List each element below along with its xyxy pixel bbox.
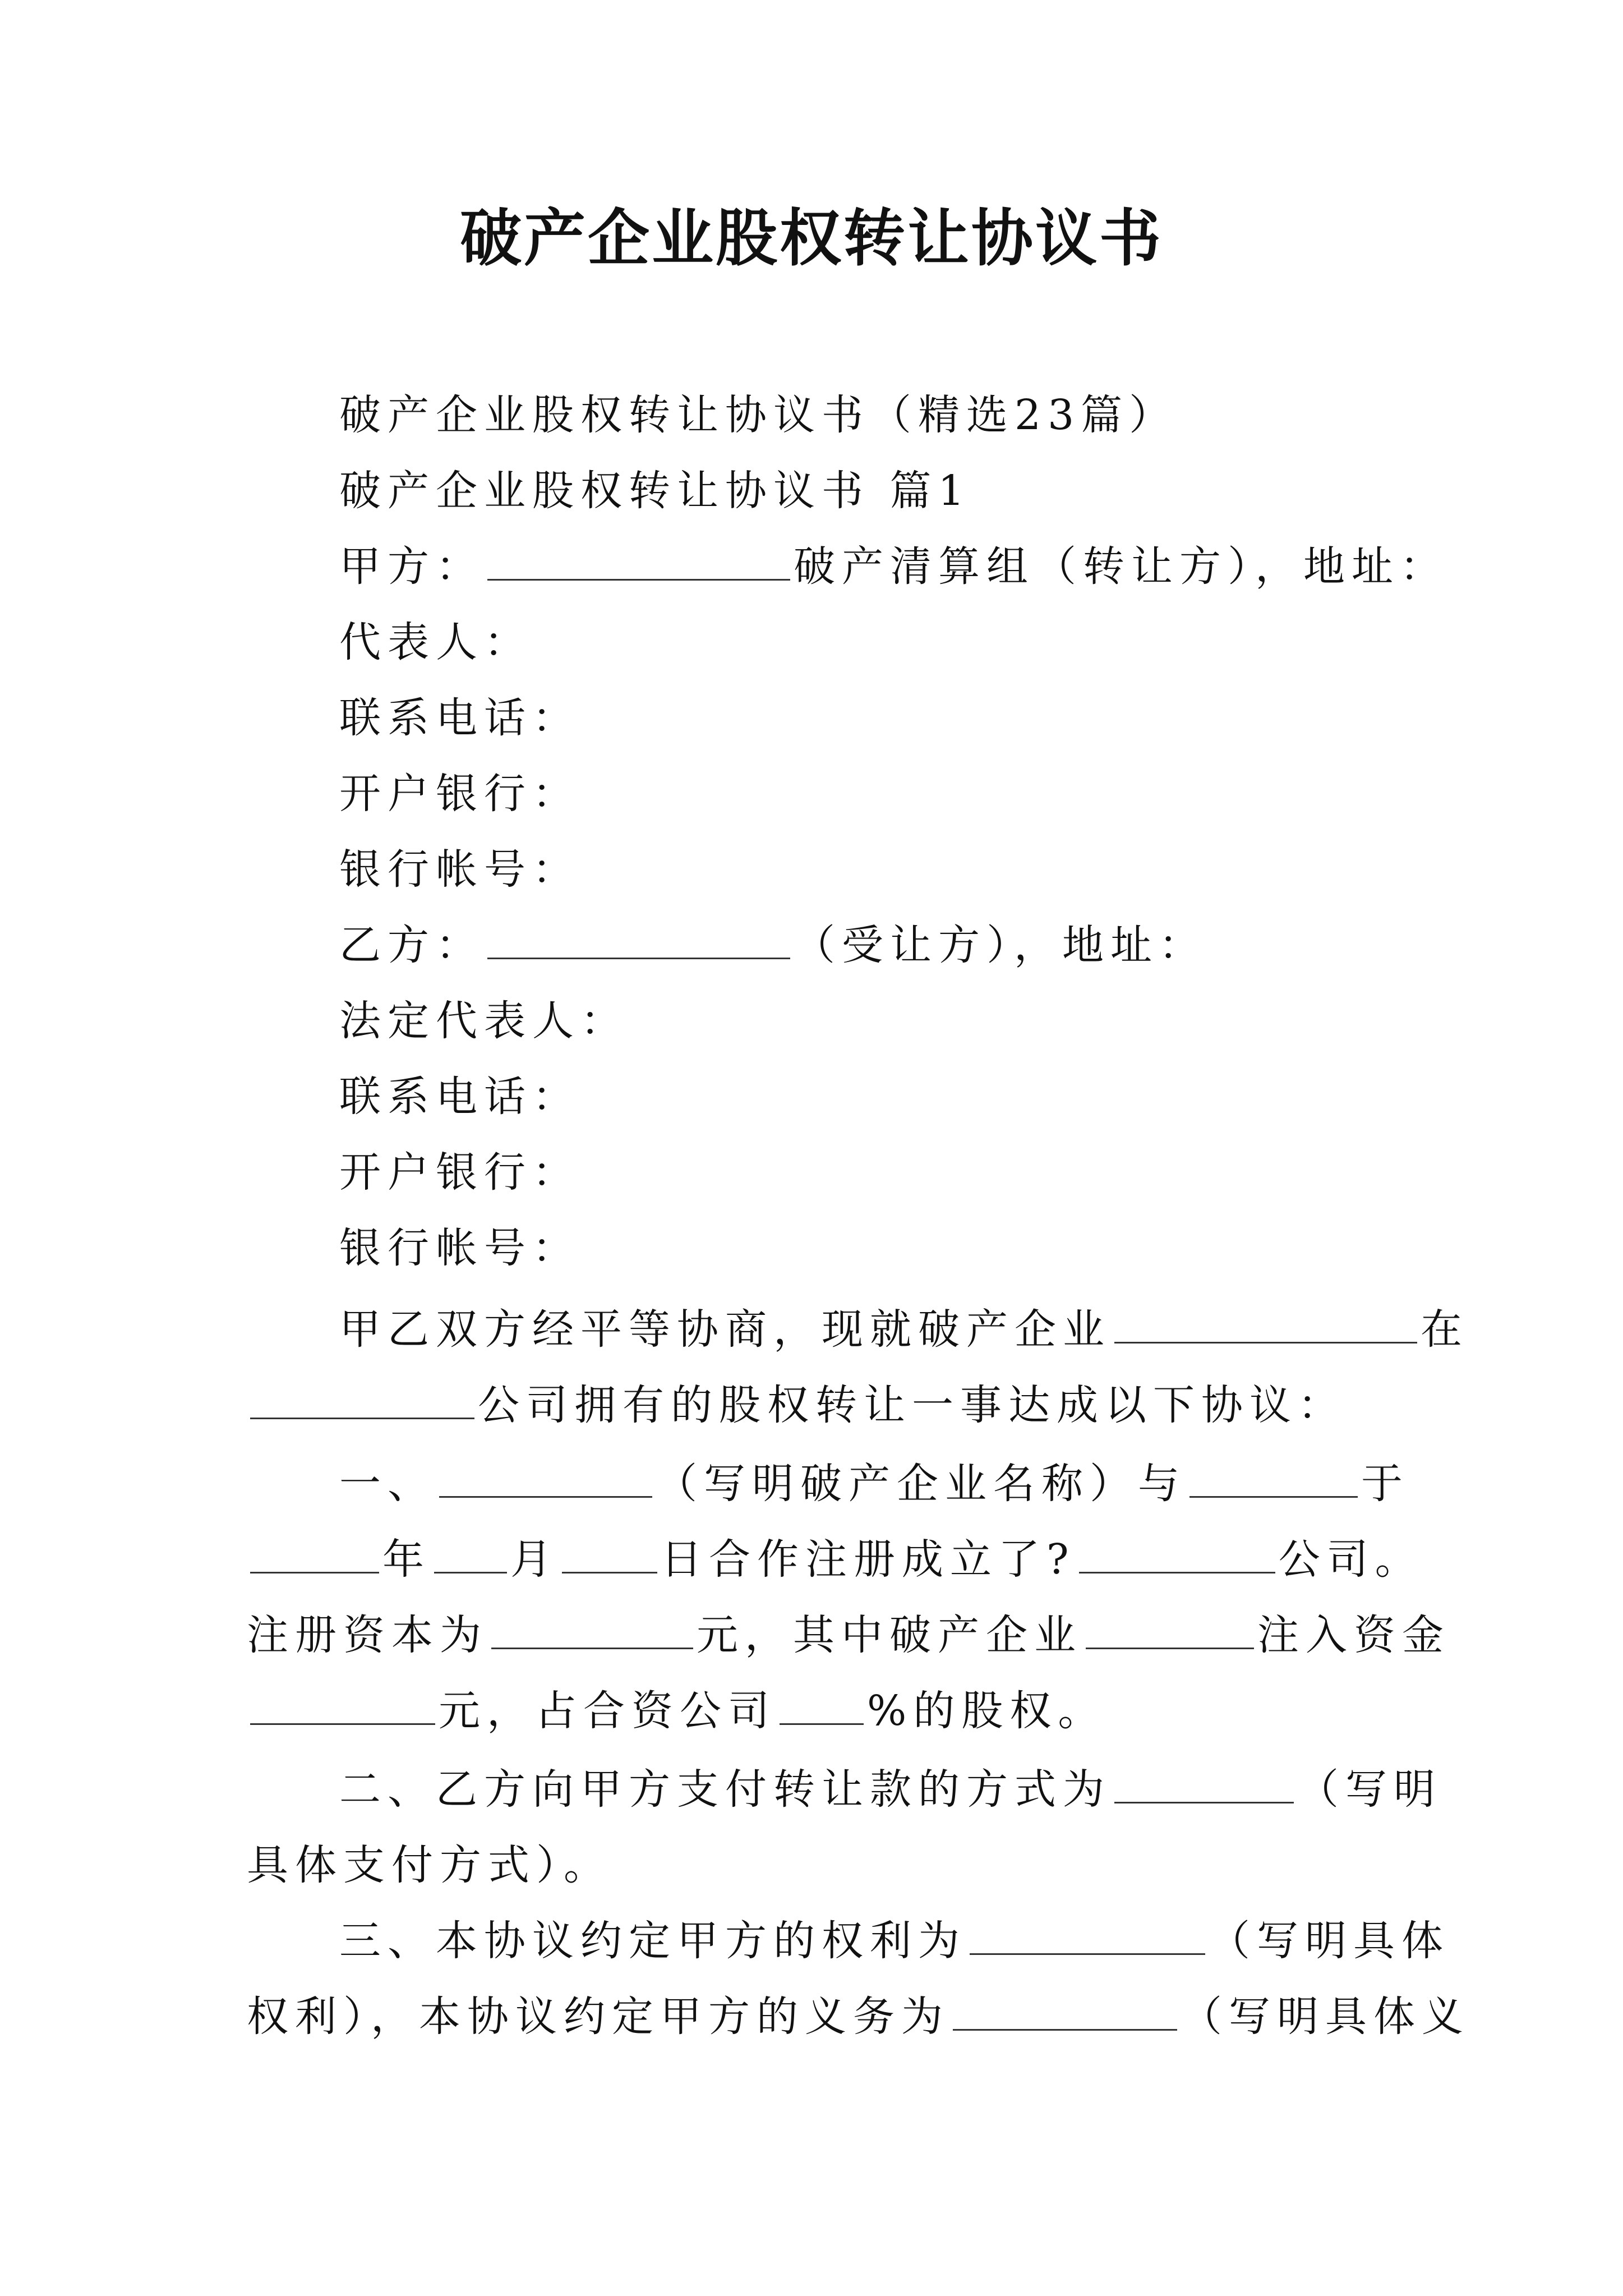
clause-1-text-6: 日合作注册成立了? bbox=[661, 1535, 1076, 1584]
intro-line-2 bbox=[247, 1377, 1346, 1433]
capital-injected-blank bbox=[250, 1685, 435, 1725]
clause-3-text-4: （写明具体义 bbox=[1181, 1993, 1470, 2041]
document-subtitle: 破产企业股权转让协议书（精选23篇） bbox=[339, 391, 1178, 439]
party-b-account: 银行帐号： bbox=[339, 1224, 580, 1272]
clause-1-line-2 bbox=[247, 1531, 1423, 1588]
clause-1-text-2: （写明破产企业名称）与 bbox=[656, 1460, 1186, 1508]
month-label: 月 bbox=[510, 1535, 559, 1584]
party-b-bank: 开户银行： bbox=[339, 1148, 580, 1197]
day-blank bbox=[562, 1534, 657, 1573]
intro-text-3: 公司拥有的股权转让一事达成以下协议： bbox=[478, 1381, 1346, 1429]
party-a-suffix: 破产清算组（转让方），地址： bbox=[794, 542, 1448, 591]
clause-3-line-2 bbox=[247, 1989, 1470, 2045]
party-a-representative: 代表人： bbox=[339, 618, 532, 666]
bankrupt-company-blank bbox=[1086, 1609, 1254, 1649]
clause-3-text-2: （写明具体 bbox=[1209, 1917, 1450, 1965]
intro-line-1 bbox=[339, 1301, 1469, 1358]
clause-3-line-1 bbox=[339, 1913, 1450, 1969]
clause-1-line-1 bbox=[339, 1456, 1409, 1512]
party-b-phone: 联系电话： bbox=[339, 1073, 580, 1121]
party-b-suffix: （受让方），地址： bbox=[794, 921, 1207, 969]
party-a-line bbox=[339, 539, 1448, 595]
jv-company-blank bbox=[1079, 1534, 1275, 1573]
clause-1-partner-blank bbox=[1189, 1458, 1358, 1498]
year-label: 年 bbox=[382, 1535, 431, 1584]
document-title: 破产企业股权转让协议书 bbox=[460, 202, 1163, 274]
party-a-phone: 联系电话： bbox=[339, 694, 580, 742]
intro-text-1: 甲乙双方经平等协商，现就破产企业 bbox=[339, 1305, 1111, 1354]
party-a-name-blank bbox=[487, 541, 790, 581]
year-blank bbox=[250, 1534, 379, 1573]
party-a-rights-blank bbox=[970, 1915, 1205, 1955]
clause-3-text-3: 权利），本协议约定甲方的义务为 bbox=[247, 1993, 949, 2041]
clause-3-text-1: 三、本协议约定甲方的权利为 bbox=[339, 1917, 966, 1965]
clause-1-text-11: 元，占合资公司 bbox=[439, 1687, 776, 1735]
party-a-bank: 开户银行： bbox=[339, 770, 580, 818]
month-blank bbox=[434, 1534, 507, 1573]
party-b-name-blank bbox=[487, 919, 790, 959]
party-a-account: 银行帐号： bbox=[339, 845, 580, 894]
party-b-legal-representative: 法定代表人： bbox=[339, 997, 629, 1045]
section-heading: 破产企业股权转让协议书 篇1 bbox=[339, 467, 971, 515]
clause-1-text-12: %的股权。 bbox=[867, 1687, 1106, 1735]
intro-target-blank bbox=[250, 1379, 474, 1419]
clause-1-line-3 bbox=[247, 1607, 1450, 1663]
clause-1-text-3: 于 bbox=[1361, 1460, 1409, 1508]
clause-1-line-4 bbox=[247, 1683, 1106, 1739]
party-b-line bbox=[339, 917, 1207, 973]
payment-method-blank bbox=[1114, 1764, 1294, 1803]
clause-2-text-2: （写明 bbox=[1297, 1765, 1442, 1814]
clause-1-text-10: 注入资金 bbox=[1257, 1611, 1450, 1659]
clause-2-line-2: 具体支付方式）。 bbox=[247, 1841, 612, 1889]
clause-1-text-7: 公司。 bbox=[1278, 1535, 1423, 1584]
clause-1-number: 一、 bbox=[339, 1460, 436, 1508]
clause-1-company-blank bbox=[439, 1458, 652, 1498]
intro-text-2: 在 bbox=[1421, 1305, 1469, 1354]
party-a-obligations-blank bbox=[953, 1991, 1177, 2031]
clause-1-text-9: 元，其中破产企业 bbox=[697, 1611, 1082, 1659]
equity-percent-blank bbox=[780, 1685, 864, 1725]
party-b-label: 乙方： bbox=[339, 921, 484, 969]
intro-company-blank bbox=[1114, 1304, 1417, 1343]
clause-2-line-1 bbox=[339, 1761, 1442, 1818]
registered-capital-blank bbox=[491, 1609, 693, 1649]
party-a-label: 甲方： bbox=[339, 542, 484, 591]
clause-1-text-8: 注册资本为 bbox=[247, 1611, 488, 1659]
clause-2-text-1: 二、乙方向甲方支付转让款的方式为 bbox=[339, 1765, 1111, 1814]
